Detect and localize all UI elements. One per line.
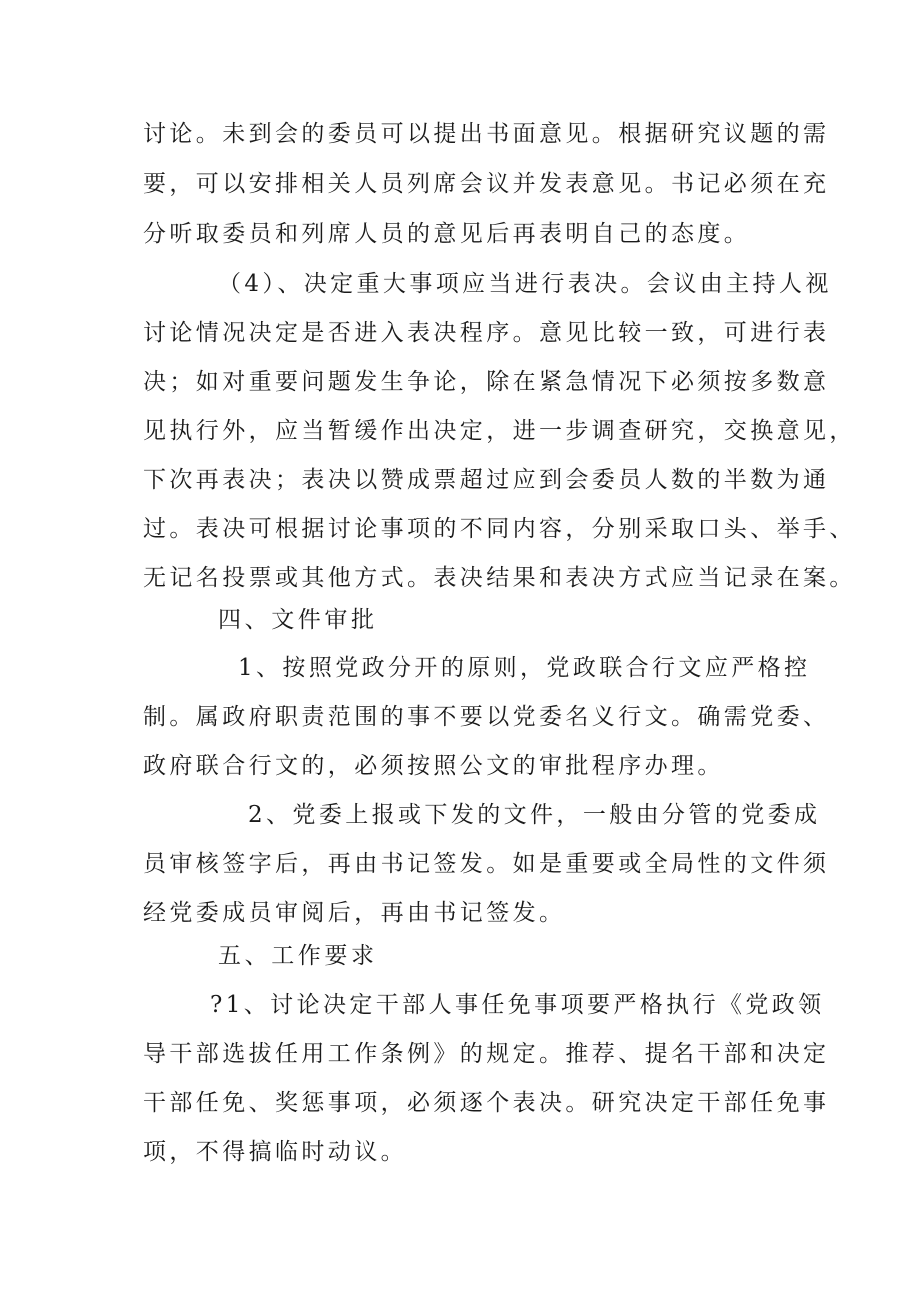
paragraph-line: 讨论。未到会的委员可以提出书面意见。根据研究议题的需 (143, 121, 830, 147)
paragraph-line: 过。表决可根据讨论事项的不同内容，分别采取口头、举手、 (143, 516, 856, 542)
paragraph-line: 见执行外，应当暂缓作出决定，进一步调查研究，交换意见， (143, 418, 856, 444)
paragraph-line: 下次再表决；表决以赞成票超过应到会委员人数的半数为通 (143, 467, 830, 493)
section-heading: 四、文件审批 (218, 607, 378, 633)
paragraph-line: 决；如对重要问题发生争论，除在紧急情况下必须按多数意 (143, 369, 830, 395)
paragraph-line: 导干部选拔任用工作条例》的规定。推荐、提名干部和决定 (143, 1041, 830, 1067)
paragraph-line: 项，不得搞临时动议。 (143, 1139, 407, 1165)
paragraph-line: 2、党委上报或下发的文件，一般由分管的党委成 (248, 802, 821, 828)
paragraph-line: 制。属政府职责范围的事不要以党委名义行文。确需党委、 (143, 704, 830, 730)
paragraph-line: 员审核签字后，再由书记签发。如是重要或全局性的文件须 (143, 851, 830, 877)
paragraph-line: 要，可以安排相关人员列席会议并发表意见。书记必须在充 (143, 171, 830, 197)
section-heading: 五、工作要求 (218, 943, 378, 969)
paragraph-line: ?1、讨论决定干部人事任免事项要严格执行《党政领 (210, 992, 825, 1018)
paragraph-line: 干部任免、奖惩事项，必须逐个表决。研究决定干部任免事 (143, 1090, 830, 1116)
paragraph-line: 无记名投票或其他方式。表决结果和表决方式应当记录在案。 (143, 565, 856, 591)
paragraph-line: 政府联合行文的，必须按照公文的审批程序办理。 (143, 753, 724, 779)
paragraph-line: 分听取委员和列席人员的意见后再表明自己的态度。 (143, 221, 751, 247)
paragraph-line: （4）、决定重大事项应当进行表决。会议由主持人视 (218, 271, 832, 297)
paragraph-line: 经党委成员审阅后，再由书记签发。 (143, 900, 566, 926)
paragraph-line: 讨论情况决定是否进入表决程序。意见比较一致，可进行表 (143, 320, 830, 346)
paragraph-line: 1、按照党政分开的原则，党政联合行文应严格控 (238, 655, 811, 681)
